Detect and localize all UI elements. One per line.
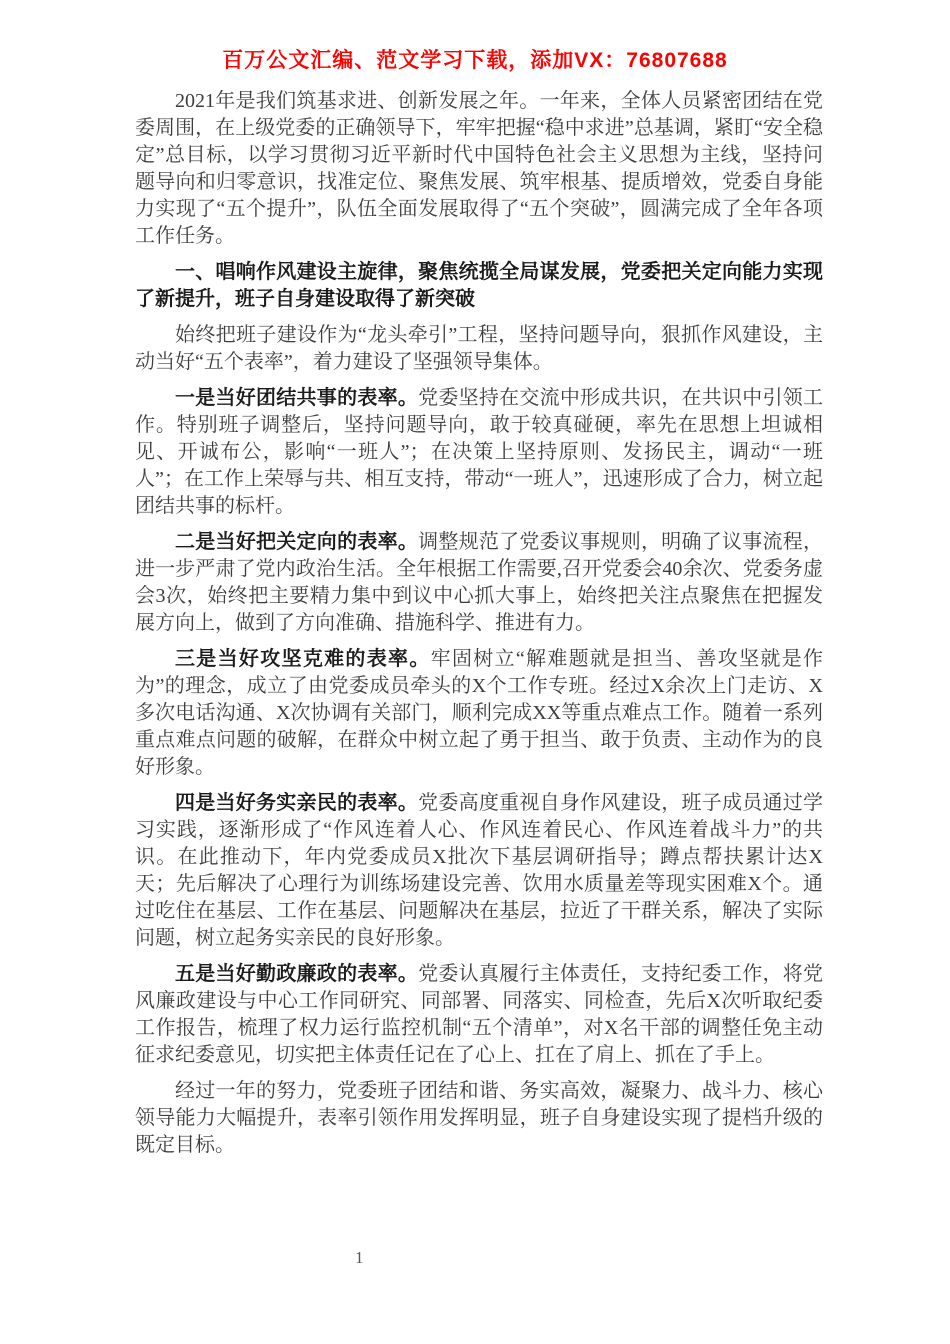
point-1-lead: 一是当好团结共事的表率。 <box>175 387 419 409</box>
paragraph-point-4 <box>135 790 823 952</box>
point-3-text: 牢固树立“解难题就是担当、善攻坚就是作为”的理念，成立了由党委成员牵头的X个工作专班。经过X余次上门走访、X多次电话沟通、X次协调有关部门，顺利完成XX等重点难点工作。随着一系列重点难点问题的破解，在群众中树立起了勇于担当、敢于负责、主动作为的良好形象。 <box>135 648 823 778</box>
document-body <box>135 88 823 1168</box>
point-2-text: 调整规范了党委议事规则，明确了议事流程，进一步严肃了党内政治生活。全年根据工作需要,召开党委会40余次、党委务虚会3次，始终把主要精力集中到议中心抓大事上，始终把关注点聚焦在把握发展方向上，做到了方向准确、措施科学、推进有力。 <box>135 531 824 634</box>
point-4-lead: 四是当好务实亲民的表率。 <box>175 792 419 814</box>
point-5-text: 党委认真履行主体责任，支持纪委工作，将党风廉政建设与中心工作同研究、同部署、同落实、同检查，先后X次听取纪委工作报告，梳理了权力运行监控机制“五个清单”，对X名干部的调整任免主动征求纪委意见，切实把主体责任记在了心上、扛在了肩上、抓在了手上。 <box>135 963 824 1066</box>
paragraph-intro: 2021年是我们筑基求进、创新发展之年。一年来，全体人员紧密团结在党委周围，在上级党委的正确领导下，牢牢把握“稳中求进”总基调，紧盯“安全稳定”总目标，以学习贯彻习近平新时代中国特色社会主义思想为主线，坚持问题导向和归零意识，找准定位、聚焦发展、筑牢根基、提质增效，党委自身能力实现了“五个提升”，队伍全面发展取得了“五个突破”，圆满完成了全年各项工作任务。 <box>135 90 823 247</box>
watermark-header-text: 百万公文汇编、范文学习下载，添加VX：76807688 <box>222 49 728 72</box>
point-4-text: 党委高度重视自身作风建设，班子成员通过学习实践，逐渐形成了“作风连着人心、作风连着民心、作风连着战斗力”的共识。在此推动下，年内党委成员X批次下基层调研指导；蹲点帮扶累计达X天；先后解决了心理行为训练场建设完善、饮用水质量差等现实困难X个。通过吃住在基层、工作在基层、问题解决在基层，拉近了干群关系，解决了实际问题，树立起务实亲民的良好形象。 <box>135 792 824 949</box>
point-2-lead: 二是当好把关定向的表率。 <box>175 531 419 553</box>
page-number: 1 <box>355 1248 364 1267</box>
paragraph-point-2 <box>135 529 823 637</box>
point-1-text: 党委坚持在交流中形成共识，在共识中引领工作。特别班子调整后，坚持问题导向，敢于较真碰硬，率先在思想上坦诚相见、开诚布公，影响“一班人”；在决策上坚持原则、发扬民主，调动“一班人”；在工作上荣辱与共、相互支持，带动“一班人”，迅速形成了合力，树立起团结共事的标杆。 <box>135 387 824 517</box>
section-heading-1: 一、唱响作风建设主旋律，聚焦统揽全局谋发展，党委把关定向能力实现了新提升，班子自身建设取得了新突破 <box>135 261 823 310</box>
point-3-lead: 三是当好攻坚克难的表率。 <box>175 648 431 670</box>
paragraph-point-3 <box>135 646 823 781</box>
paragraph-summary: 经过一年的努力，党委班子团结和谐、务实高效，凝聚力、战斗力、核心领导能力大幅提升，表率引领作用发挥明显，班子自身建设实现了提档升级的既定目标。 <box>135 1080 823 1156</box>
paragraph-overview: 始终把班子建设作为“龙头牵引”工程，坚持问题导向，狠抓作风建设，主动当好“五个表率”，着力建设了坚强领导集体。 <box>135 324 823 373</box>
paragraph-point-1 <box>135 385 823 520</box>
point-5-lead: 五是当好勤政廉政的表率。 <box>175 963 419 985</box>
paragraph-point-5 <box>135 961 823 1069</box>
